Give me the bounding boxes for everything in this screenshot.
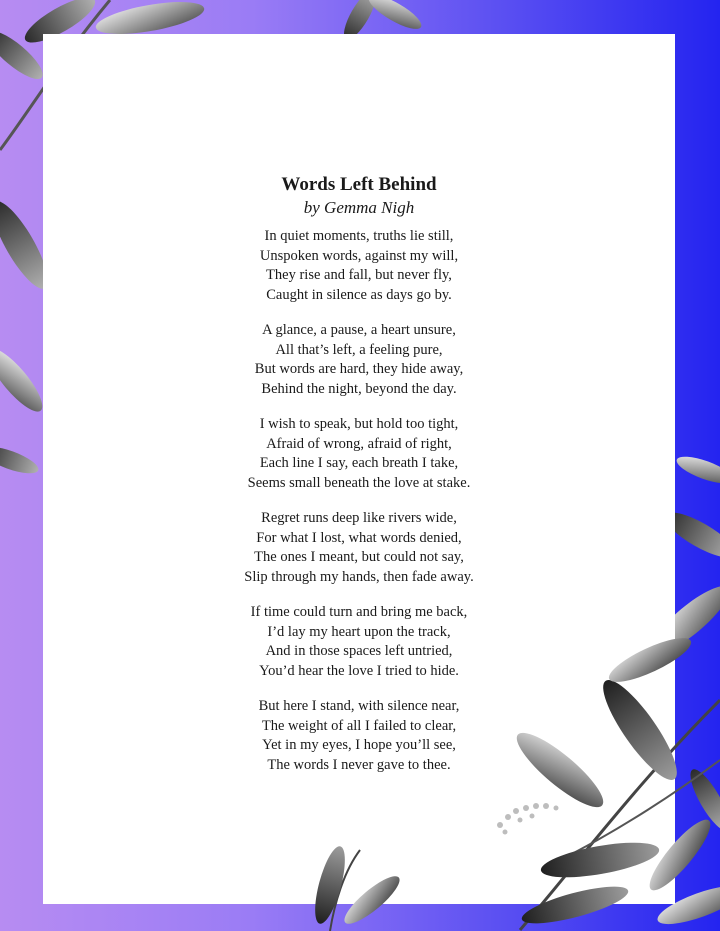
poem-body [43, 173, 675, 791]
poem-line: You’d hear the love I tried to hide. [259, 662, 459, 679]
poem-line: Yet in my eyes, I hope you’ll see, [262, 737, 456, 753]
poem-line: Seems small beneath the love at stake. [247, 474, 471, 491]
stanza-3 [43, 415, 675, 493]
poem-line: They rise and fall, but never fly, [266, 267, 452, 283]
poem-line: Caught in silence as days go by. [266, 286, 452, 303]
poem-line: All that’s left, a feeling pure, [275, 341, 443, 358]
stanza-4 [43, 509, 675, 587]
poem-line: Afraid of wrong, afraid of right, [266, 435, 452, 452]
poem-line: The weight of all I failed to clear, [261, 717, 457, 734]
poem-line: If time could turn and bring me back, [250, 604, 468, 620]
poem-line: But words are hard, they hide away, [254, 361, 464, 377]
poem-line: The words I never gave to thee. [267, 756, 451, 773]
poem-line: But here I stand, with silence near, [258, 698, 460, 714]
poem-line: A glance, a pause, a heart unsure, [262, 322, 456, 338]
poem-page [43, 34, 675, 904]
poem-line: In quiet moments, truths lie still, [264, 228, 454, 244]
poem-line: I’d lay my heart upon the track, [267, 623, 451, 640]
poem-line: The ones I meant, but could not say, [254, 549, 464, 565]
stanza-5 [43, 603, 675, 681]
poem-line: I wish to speak, but hold too tight, [259, 416, 459, 432]
poem-line: Unspoken words, against my will, [259, 247, 459, 264]
poem-line: Slip through my hands, then fade away. [244, 568, 474, 585]
stanza-1 [43, 227, 675, 305]
poem-line: Regret runs deep like rivers wide, [261, 510, 457, 526]
poem-line: And in those spaces left untried, [265, 643, 453, 659]
poem-line: Behind the night, beyond the day. [261, 380, 457, 397]
poem-line: Each line I say, each breath I take, [259, 455, 459, 471]
poem-title: Words Left Behind [281, 174, 437, 195]
poem-author: by Gemma Nigh [303, 198, 415, 217]
poem-line: For what I lost, what words denied, [256, 529, 462, 546]
stanza-6 [43, 697, 675, 775]
stanza-2 [43, 321, 675, 399]
